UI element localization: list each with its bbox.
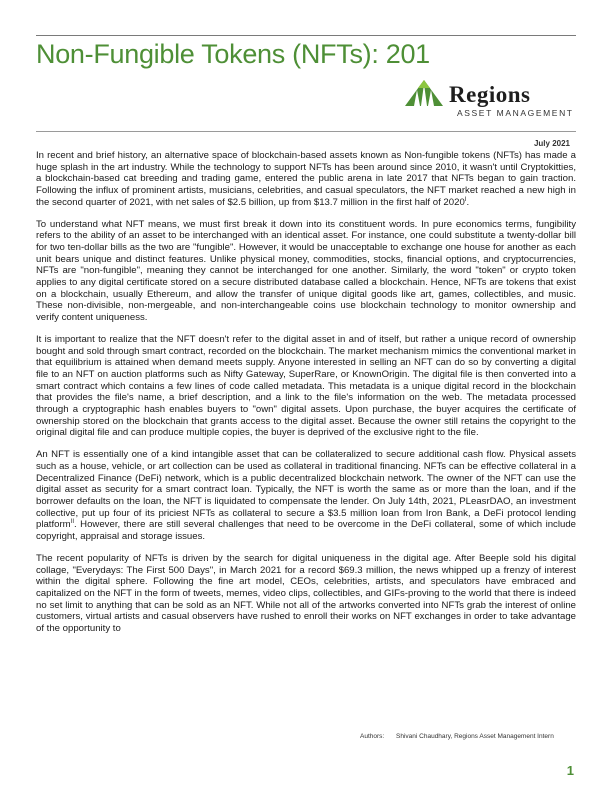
paragraph: To understand what NFT means, we must first break it down into its constituent words. In pure economics terms, fungibility refers to the ability of an asset to be interchanged with an identical asset. For instance, one could substitute a twenty-dollar bill for two ten-dollar bills as the two are "fungible". However, it would be unacceptable to exchange one house for another as each unit bears unique and distinct features. Unlike physical money, commodities, stocks, financial options, and cryptocurrencies, NFTs are "non-fungible", meaning they cannot be interchanged for one another. Similarly, the word "token" or crypto token applies to any digital certificate stored on a secure distributed database called a blockchain. Hence, NFTs are tokens that exist on a blockchain, usually Ethereum, and allow the transfer of unique digital goods like art, games, collectibles, and music. These non-divisible, non-mergeable, and non-interchangeable coins use blockchain technology to monitor ownership and verify content uniqueness.: [36, 218, 576, 324]
header-rule: [36, 131, 576, 132]
authors-value: Shivani Chaudhary, Regions Asset Management Intern: [396, 733, 554, 740]
regions-leaf-icon: [403, 78, 445, 108]
logo-wordmark: Regions: [449, 82, 531, 107]
paragraph: It is important to realize that the NFT doesn't refer to the digital asset in and of itself, but rather a unique record of ownership bought and sold through smart contract, recorded on the blockchain. The market mechanism mimics the conventional market in that equilibrium is attained when demand meets supply. Anyone interested in selling an NFT can do so by converting a digital file to an NFT on auction platforms such as Nifty Gateway, SuperRare, or KnownOrigin. The digital file is then converted into a smart contract which contains a few lines of code called metadata. This metadata is a unique digital record in the blockchain that provides the file's name, a brief description, and a link to the file's information on the web. The metadata processed through a cryptographic hash enables buyers to "own" digital assets. Upon purchase, the buyer acquires the certificate of ownership stored on the blockchain that grants access to the digital asset. Because the owner still retains the copyright to the original digital file and can produce multiple copies, the buyer is deprived of the exclusive right to the file.: [36, 333, 577, 439]
authors-line: [360, 733, 554, 740]
page-title: Non-Fungible Tokens (NFTs): 201: [36, 39, 430, 69]
paragraph: An NFT is essentially one of a kind intangible asset that can be collateralized to secure additional cash flow. Physical assets such as a house, vehicle, or art collection can be used as collateral in traditional financing. NFTs can be effective collateral in a Decentralized Finance (DeFi) network, which is a public decentralized blockchain network. The owner of the NFT can use the digital asset as security for a smart contract loan. Typically, the NFT is worth the same as or more than the loan, and if the borrower defaults on the loan, the NFT is liquidated to compensate the lender. On July 14th, 2021, PLeasrDAO, an investment collective, put up four of its priciest NFTs as collateral to secure a $3.5 million loan from Iron Bank, a DeFi protocol lending platform$^{II}$. However, there are still several challenges that need to be overcome in the DeFi collateral, some of which include copyright, appraisal and storage issues.: [36, 449, 576, 543]
top-rule: [36, 35, 576, 36]
article-body: [36, 150, 576, 645]
footnote-ref: I: [464, 196, 467, 203]
paragraph: In recent and brief history, an alternative space of blockchain-based assets known as Non-fungible tokens (NFTs) has made a huge splash in the art industry. While the technology to support NFTs has been around since 2010, it wasn't until Cryptokitties, a blockchain-based cat breeding and trading game, entered the public arena in late 2017 that NFTs began to gain traction. Following the influx of prominent artists, musicians, celebrities, and casual speculators, the NFT market reached a new high in the second quarter of 2021, with net sales of $2.5 billion, up from $13.7 million in the first half of $2020^I$.: [36, 150, 576, 208]
publication-date: July 2021: [533, 139, 570, 148]
authors-label: Authors:: [360, 733, 385, 740]
regions-logo: [403, 78, 575, 122]
footnote-ref: II: [70, 519, 74, 526]
page-number: 1: [566, 763, 574, 778]
logo-subtitle: ASSET MANAGEMENT: [457, 108, 574, 118]
paragraph: The recent popularity of NFTs is driven by the search for digital uniqueness in the digital age. After Beeple sold his digital collage, "Everydays: The First 500 Days", in March 2021 for a record $69.3 million, the news whipped up a frenzy of interest within the digital sphere. Following the fine art model, CEOs, celebrities, artists, and speculators have embraced and capitalized on the NFT in the form of tweets, memes, video clips, collectibles, and GIFs-proving to the world that there is indeed no set limit to anything that can be sold as an NFT. While not all of the artworks converted into NFTs grab the interest of online customers, virtual artists and casual observers have rushed to enroll their works on NFT exchanges in order to take advantage of the opportunity to: [36, 552, 576, 635]
